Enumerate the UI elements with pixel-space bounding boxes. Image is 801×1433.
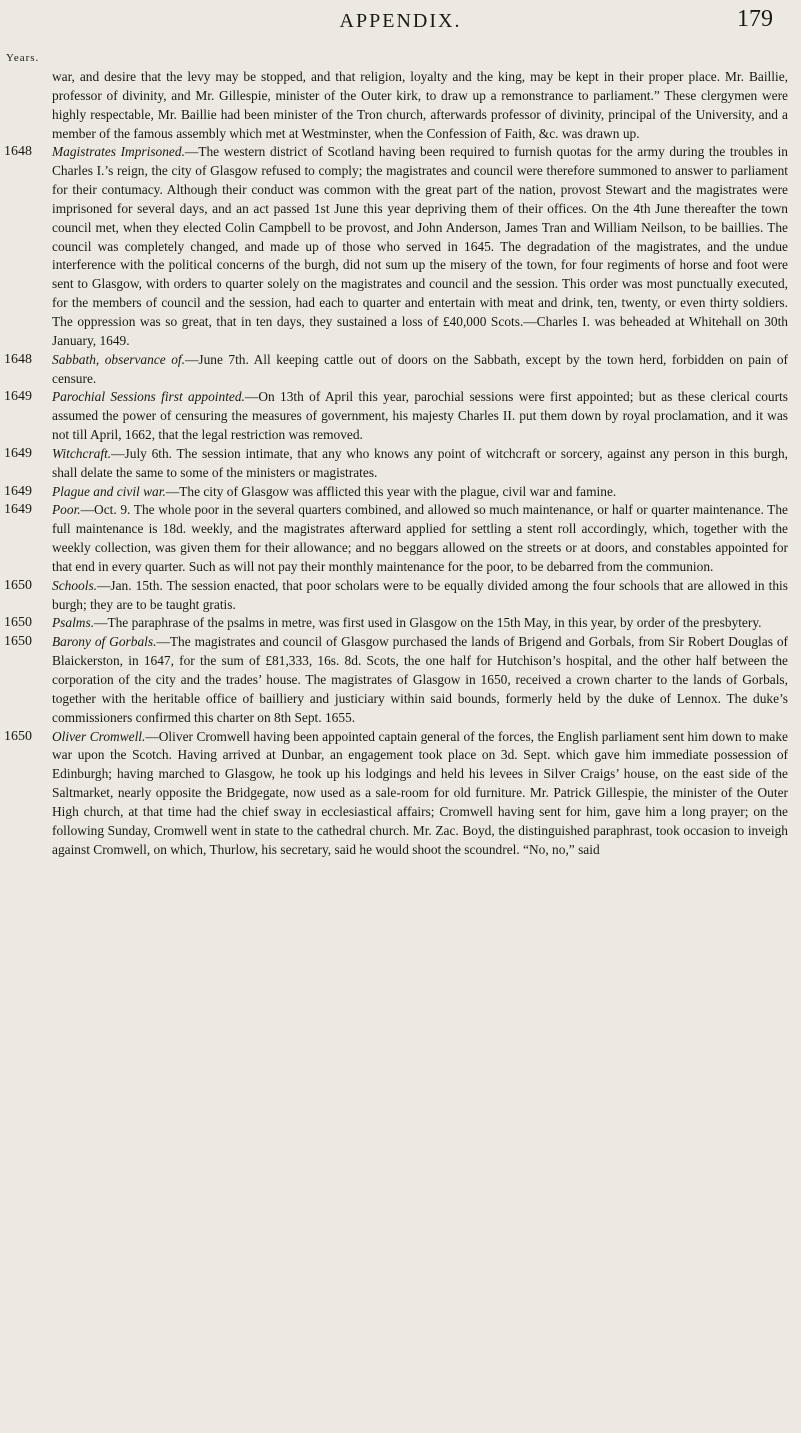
entry-body: —On 13th of April this year, parochial sessions were first appointed; but as these clerical courts assumed the power of censuring the measures of government, his majesty Charles II. put them down by royal proclamation, and it was not till April, 1662, that the legal restriction was removed. — [52, 389, 788, 443]
entry-text — [52, 143, 788, 350]
chronology-entry — [0, 388, 801, 445]
entry-text — [52, 388, 788, 445]
chronology-entries — [0, 68, 801, 859]
chronology-entry — [0, 68, 801, 143]
entry-body: —Oliver Cromwell having been appointed captain general of the forces, the English parliament sent him down to make war upon the Scotch. Having arrived at Dunbar, an engagement took place on 3d. Sept. which gave him immediate possession of Edinburgh; having marched to Glasgow, he took up his lodgings and held his levees in Silver Craigs’ house, on the east side of the Saltmarket, nearly opposite the Bridgegate, now used as a sale-room for old furniture. Mr. Patrick Gillespie, the minister of the Outer High church, at that time had the chief sway in ecclesiastical affairs; Cromwell having sent for him, gave him a long prayer; on the following Sunday, Cromwell went in state to the cathedral church. Mr. Zac. Boyd, the distinguished paraphrast, took occasion to inveigh against Cromwell, on which, Thurlow, his secretary, said he would shoot the scoundrel. “No, no,” said — [52, 728, 788, 857]
entry-heading: Barony of Gorbals. — [52, 634, 157, 650]
entry-body: —The magistrates and council of Glasgow purchased the lands of Brigend and Gorbals, from Sir Robert Douglas of Blaickerston, in 1647, for the sum of £81,333, 16s. 8d. Scots, the one half for Hutchison’s hospital, and the other half between the corporation of the city and the trades’ house. The magistrates of Glasgow in 1650, received a crown charter to the lands of Gorbals, together with the heritable office of bailliery and justiciary within said bounds, formerly held by the duke of Lennox. The duke’s commissioners confirmed this charter on 8th Sept. 1655. — [52, 634, 788, 725]
entry-heading: Parochial Sessions first appointed. — [52, 389, 245, 405]
entry-year: 1649 — [4, 389, 32, 405]
page-header — [0, 4, 801, 44]
entry-year: 1648 — [4, 351, 32, 367]
entry-heading: Schools. — [52, 577, 98, 593]
chronology-entry — [0, 483, 801, 502]
entry-text — [52, 577, 788, 615]
entry-body: war, and desire that the levy may be stopped, and that religion, loyalty and the king, may be kept in their proper place. Mr. Baillie, professor of divinity, and Mr. Gillespie, minister of the Outer kirk, to draw up a remonstrance to parliament.” These clergymen were highly respectable, Mr. Baillie had been minister of the Tron church, afterwards professor of divinity, principal of the University, and a member of the famous assembly which met at Westminster, when the Confession of Faith, &c. was drawn up. — [52, 69, 788, 141]
entry-text — [52, 68, 788, 143]
entry-body: —June 7th. All keeping cattle out of doors on the Sabbath, except by the town herd, forbidden on pain of censure. — [52, 351, 788, 386]
entry-body: —The city of Glasgow was afflicted this year with the plague, civil war and famine. — [165, 483, 617, 499]
entry-heading: Oliver Cromwell. — [52, 728, 146, 744]
entry-text — [52, 351, 788, 389]
chronology-entry — [0, 577, 801, 615]
entry-year: 1649 — [4, 502, 32, 518]
entry-year: 1650 — [4, 577, 32, 593]
entry-text — [52, 614, 788, 633]
entry-year: 1648 — [4, 144, 32, 160]
page-number: 179 — [737, 6, 773, 32]
entry-year: 1650 — [4, 615, 32, 631]
chronology-entry — [0, 143, 801, 350]
entry-heading: Magistrates Imprisoned. — [52, 144, 185, 160]
entry-heading: Psalms. — [52, 615, 95, 631]
chronology-entry — [0, 501, 801, 576]
entry-text — [52, 728, 788, 860]
entry-text — [52, 501, 788, 576]
entry-heading: Plague and civil war. — [52, 483, 166, 499]
chronology-entry — [0, 351, 801, 389]
chronology-entry — [0, 445, 801, 483]
entry-year: 1650 — [4, 728, 32, 744]
years-margin-label: Years. — [6, 52, 40, 64]
running-head: APPENDIX. — [339, 10, 462, 32]
entry-body: —The paraphrase of the psalms in metre, was first used in Glasgow on the 15th May, in this year, by order of the presbytery. — [94, 615, 762, 631]
entry-body: —Oct. 9. The whole poor in the several quarters combined, and allowed so much maintenance, or half or quarter maintenance. The full maintenance is 18d. weekly, and the magistrates afterward applied for settling a stent roll accordingly, which, together with the weekly collection, was given them for their allowance; and no beggars allowed on the streets or at doors, and constables appointed for that end in every quarter. Such as will not pay their monthly maintenance for the poor, to be debarred from the communion. — [52, 502, 788, 574]
entry-heading: Poor. — [52, 502, 81, 518]
entry-body: —Jan. 15th. The session enacted, that poor scholars were to be equally divided among the four schools that are allowed in this burgh; they are to be taught gratis. — [52, 577, 788, 612]
entry-text — [52, 633, 788, 727]
entry-year: 1650 — [4, 634, 32, 650]
entry-heading: Sabbath, observance of. — [52, 351, 185, 367]
chronology-entry — [0, 633, 801, 727]
entry-body: —The western district of Scotland having been required to furnish quotas for the army during the troubles in Charles I.’s reign, the city of Glasgow refused to comply; the magistrates and council were therefore summoned to answer to parliament for their contumacy. Although their conduct was common with the great part of the nation, provost Stewart and the magistrates were imprisoned for several days, and an act passed 1st June this year depriving them of their offices. On the 4th June thereafter the town council met, when they elected Colin Campbell to be provost, and John Anderson, James Tran and William Neilson, to be baillies. The council was completely changed, and made up of those who served in 1645. The degradation of the magistrates, and the undue interference with the political concerns of the burgh, did not sum up the misery of the town, for four regiments of horse and foot were sent to Glasgow, with orders to quarter solely on the magistrates and council and the session. This order was most punctually executed, for the members of council and the session, had each to quarter and entertain with meat and drink, ten, twenty, or even thirty soldiers. The oppression was so great, that in ten days, they sustained a loss of £40,000 Scots.—Charles I. was beheaded at Whitehall on 30th January, 1649. — [52, 144, 789, 348]
entry-text — [52, 483, 788, 502]
entry-year: 1649 — [4, 445, 32, 461]
entry-year: 1649 — [4, 483, 32, 499]
chronology-entry — [0, 614, 801, 633]
chronology-entry — [0, 728, 801, 860]
entry-heading: Witchcraft. — [52, 445, 112, 461]
entry-body: —July 6th. The session intimate, that any who knows any point of witchcraft or sorcery, against any person in this burgh, shall delate the same to some of the ministers or magistrates. — [52, 445, 788, 480]
entry-text — [52, 445, 788, 483]
